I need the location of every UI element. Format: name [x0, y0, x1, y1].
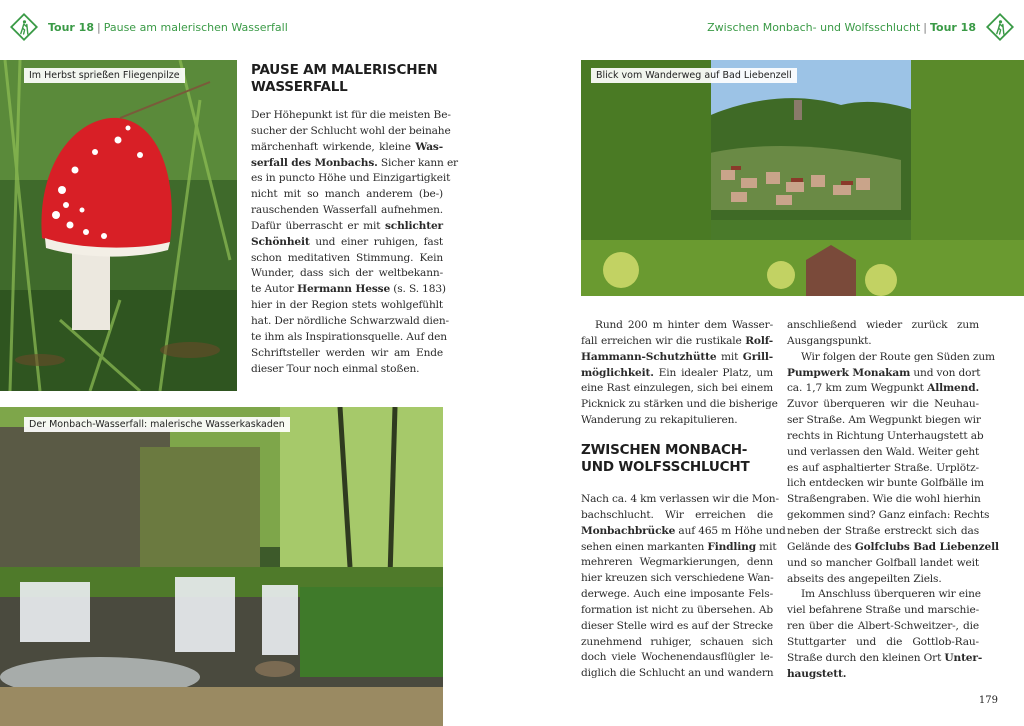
- text-line: zunehmend ruhiger, schauen sich: [581, 635, 773, 648]
- header-tour: Tour 18: [930, 20, 976, 34]
- text-line: Im Anschluss überqueren wir eine: [801, 588, 981, 601]
- section1-heading: PAUSE AM MALERISCHEN WASSERFALL: [251, 62, 438, 95]
- text-line: dieser Tour noch einmal stoßen.: [251, 362, 420, 375]
- text-line: Gelände des Golfclubs Bad Liebenzell: [787, 540, 999, 553]
- text-line: nicht mit so manch anderem (be-): [251, 188, 443, 201]
- text-line: möglichkeit. Ein idealer Platz, um: [581, 366, 773, 379]
- text-line: ca. 1,7 km zum Wegpunkt Allmend.: [787, 382, 979, 395]
- text-line: te Autor Hermann Hesse (s. S. 183): [251, 283, 446, 296]
- header-right: Zwischen Monbach- und Wolfsschlucht | Tour 18: [707, 10, 1014, 44]
- text-line: schon meditativen Stimmung. Kein: [251, 251, 443, 264]
- text-line: doch viele Wochenendausflügler le-: [581, 651, 773, 664]
- text-line: serfall des Monbachs. Sicher kann er: [251, 156, 458, 169]
- section2-heading: ZWISCHEN MONBACH- UND WOLFSSCHLUCHT: [581, 442, 750, 475]
- text-line: Schriftsteller werden wir am Ende: [251, 346, 443, 359]
- section1-body: [251, 108, 458, 377]
- mushroom-photo: [0, 60, 237, 391]
- caption-mushroom: Im Herbst sprießen Fliegenpilze: [24, 68, 185, 83]
- hiker-logo-icon: [986, 13, 1014, 41]
- text-line: Dafür überrascht er mit schlichter: [251, 219, 443, 232]
- text-line: viel befahrene Straße und marschie-: [787, 604, 979, 617]
- text-line: märchenhaft wirkende, kleine Was-: [251, 140, 443, 153]
- town-photo: [581, 60, 1024, 296]
- text-line: es in puncto Höhe und Einzigartigkeit: [251, 172, 451, 185]
- hiker-logo-icon: [10, 13, 38, 41]
- text-line: ren über die Albert-Schweitzer-, die: [787, 620, 979, 633]
- text-line: Straßengraben. Wie die wohl hierhin: [787, 493, 981, 506]
- text-line: derwege. Auch eine imposante Fels-: [581, 588, 773, 601]
- text-line: fall erreichen wir die rustikale Rolf-: [581, 334, 773, 347]
- right-page: [512, 0, 1024, 726]
- text-line: abseits des angepeilten Ziels.: [787, 572, 942, 585]
- middle-column-top: [581, 318, 778, 429]
- text-line: ser Straße. Am Wegpunkt biegen wir: [787, 414, 981, 427]
- section2-body: [581, 492, 786, 682]
- text-line: es auf asphaltierter Straße. Urplötz-: [787, 461, 979, 474]
- text-line: eine Rast einzulegen, sich bei einem: [581, 382, 773, 395]
- text-line: diglich die Schlucht an und wandern: [581, 667, 774, 680]
- text-line: Picknick zu stärken und die bisherige: [581, 398, 778, 411]
- text-line: Wunder, dass sich der weltbekann-: [251, 267, 443, 280]
- caption-waterfall: Der Monbach-Wasserfall: malerische Wasserkaskaden: [24, 417, 290, 432]
- header-title: Zwischen Monbach- und Wolfsschlucht: [707, 20, 921, 34]
- text-line: bachschlucht. Wir erreichen die: [581, 508, 773, 521]
- text-line: hat. Der nördliche Schwarzwald dien-: [251, 314, 449, 327]
- text-line: Hammann-Schutzhütte mit Grill-: [581, 350, 773, 363]
- text-line: dieser Stelle wird es auf der Strecke: [581, 619, 773, 632]
- page-number: 179: [978, 695, 998, 706]
- text-line: Nach ca. 4 km verlassen wir die Mon-: [581, 493, 779, 505]
- text-line: Wir folgen der Route gen Süden zum: [801, 350, 995, 363]
- text-line: und verlassen den Wald. Weiter geht: [787, 445, 980, 458]
- text-line: mehreren Wegmarkierungen, denn: [581, 556, 773, 569]
- text-line: und so mancher Golfball landet weit: [787, 556, 979, 569]
- header-title: Pause am malerischen Wasserfall: [103, 20, 288, 34]
- waterfall-photo: [0, 407, 443, 726]
- text-line: sucher der Schlucht wohl der beinahe: [251, 124, 451, 137]
- text-line: Straße durch den kleinen Ort Unter-: [787, 651, 983, 664]
- text-line: Pumpwerk Monakam und von dort: [787, 366, 981, 379]
- text-line: rechts in Richtung Unterhaugstett ab: [787, 429, 984, 442]
- text-line: Zuvor überqueren wir die Neuhau-: [787, 398, 979, 411]
- text-line: anschließend wieder zurück zum: [787, 319, 979, 331]
- text-line: rauschenden Wasserfall aufnehmen.: [251, 204, 443, 217]
- text-line: hier in der Region stets wohlgefühlt: [251, 299, 443, 312]
- text-line: Stuttgarter und die Gottlob-Rau-: [787, 635, 979, 648]
- right-column: [787, 318, 999, 682]
- text-line: Wanderung zu rekapitulieren.: [581, 414, 738, 427]
- text-line: Monbachbrücke auf 465 m Höhe und: [581, 524, 786, 537]
- text-line: Der Höhepunkt ist für die meisten Be-: [251, 109, 451, 121]
- header-tour: Tour 18: [48, 20, 94, 34]
- text-line: formation ist nicht zu übersehen. Ab: [581, 603, 773, 616]
- text-line: haugstett.: [787, 667, 847, 680]
- text-line: lich entdecken wir bunte Golfbälle im: [787, 477, 984, 490]
- text-line: sehen einen markanten Findling mit: [581, 540, 777, 553]
- text-line: Ausgangspunkt.: [787, 334, 872, 347]
- caption-town: Blick vom Wanderweg auf Bad Liebenzell: [591, 68, 797, 83]
- text-line: Schönheit und einer ruhigen, fast: [251, 235, 443, 248]
- text-line: neben der Straße erstreckt sich das: [787, 524, 979, 537]
- header-left: Tour 18 | Pause am malerischen Wasserfall: [10, 10, 288, 44]
- text-line: gekommen sind? Ganz einfach: Rechts: [787, 509, 990, 522]
- text-line: te ihm als Inspirationsquelle. Auf den: [251, 330, 447, 343]
- text-line: Rund 200 m hinter dem Wasser-: [595, 319, 773, 331]
- text-line: hier kreuzen sich verschiedene Wan-: [581, 572, 774, 585]
